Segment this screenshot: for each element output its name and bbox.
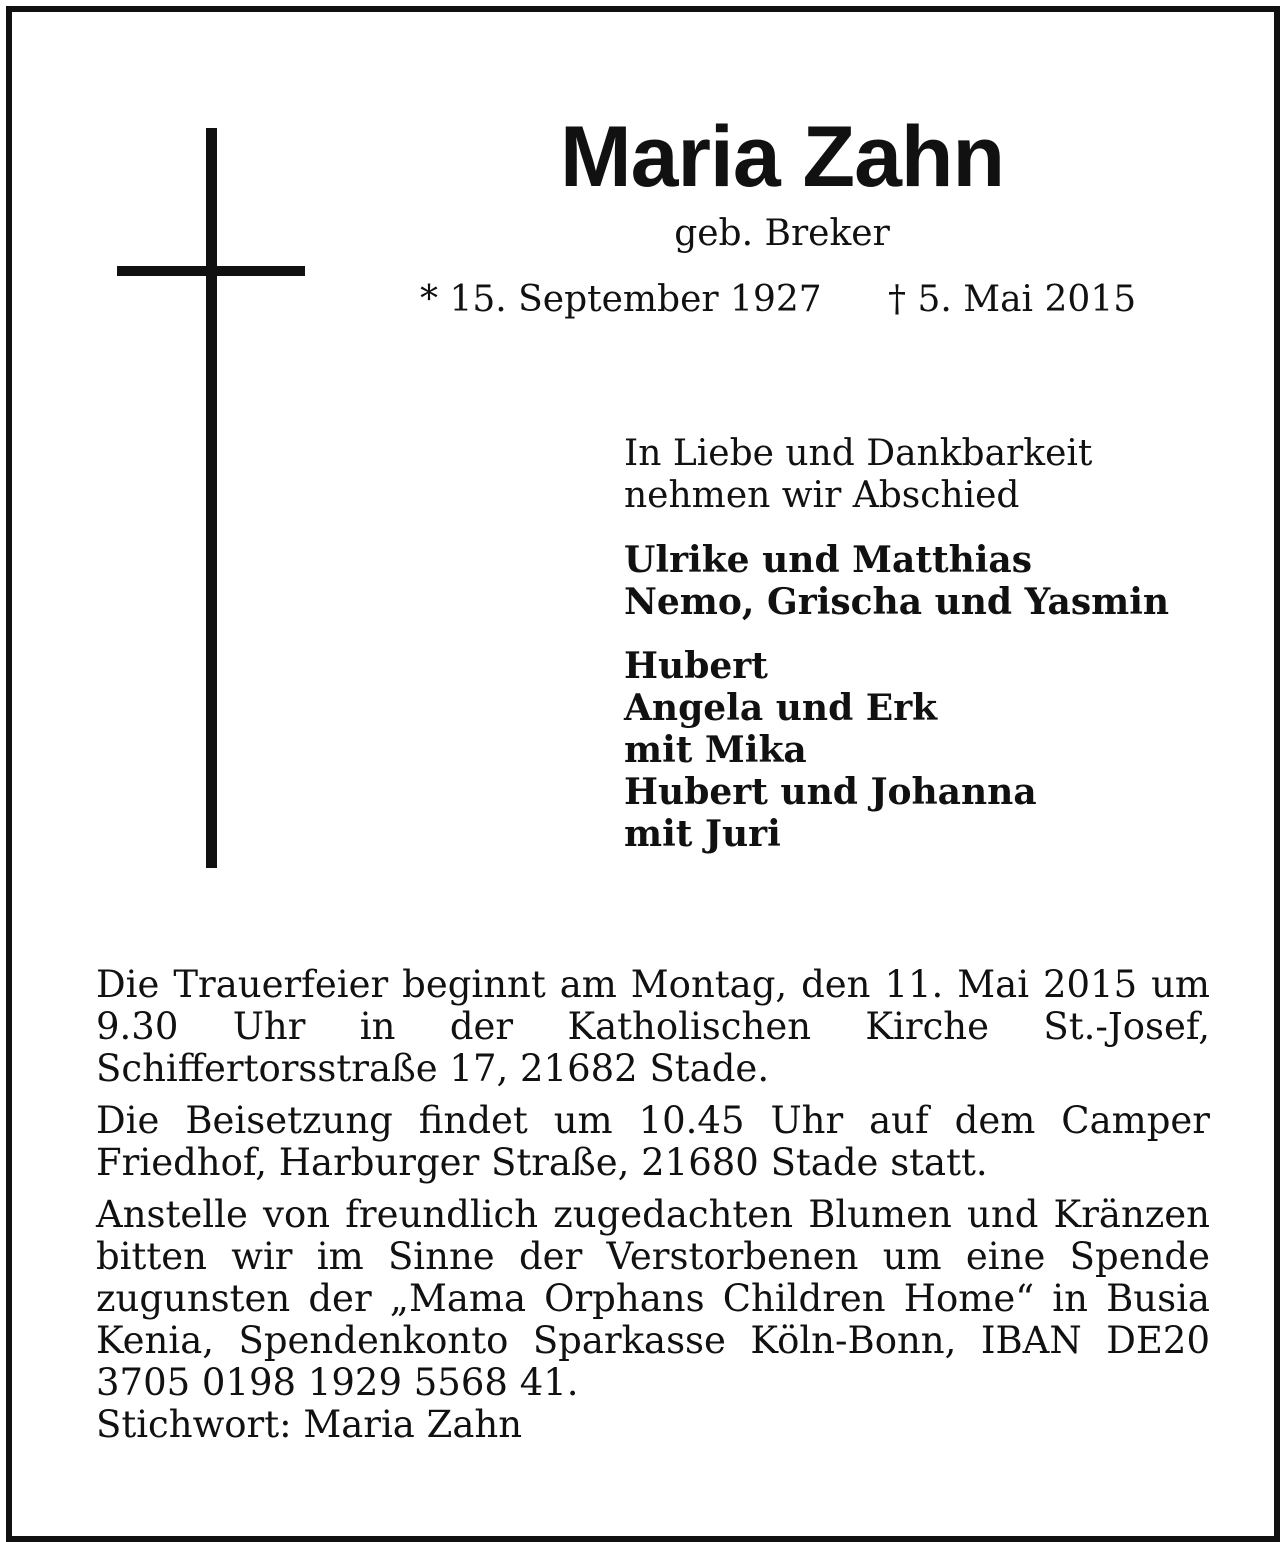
mourner-group-2: [624, 645, 1244, 855]
burial-paragraph: Die Beisetzung findet um 10.45 Uhr auf dem Camper Friedhof, Harburger Straße, 21680 Stade statt.: [96, 1099, 1210, 1184]
birth-date: * 15. September 1927: [420, 279, 822, 320]
farewell-line: In Liebe und Dankbarkeit: [624, 433, 1093, 474]
mourner-name: mit Mika: [624, 729, 807, 771]
ceremony-paragraph: Die Trauerfeier beginnt am Montag, den 11. Mai 2015 um 9.30 Uhr in der Katholischen Kirche St.-Josef, Schiffertorsstraße 17, 21682 Stade.: [96, 963, 1210, 1090]
deceased-name: Maria Zahn: [560, 109, 1004, 205]
cross-icon: [206, 128, 217, 868]
mourner-group-1: [624, 539, 1244, 623]
funeral-info: [96, 964, 1210, 1446]
donation-paragraph: Anstelle von freundlich zugedachten Blumen und Kränzen bitten wir im Sinne der Verstorbenen um eine Spende zugunsten der „Mama Orphans Children Home“ in Busia Kenia, Spendenkonto Sparkasse Köln-Bonn, IBAN DE20 3705 0198 1929 5568 41.: [96, 1193, 1210, 1404]
farewell-line: nehmen wir Abschied: [624, 475, 1020, 516]
birth-name: geb. Breker: [674, 213, 890, 254]
mourners-block: [624, 433, 1244, 855]
obituary-notice: [6, 6, 1280, 1542]
mourner-name: Hubert: [624, 645, 768, 687]
keyword-line: Stichwort: Maria Zahn: [96, 1403, 523, 1446]
mourner-name: mit Juri: [624, 813, 781, 855]
mourner-name: Ulrike und Matthias: [624, 539, 1033, 581]
mourner-name: Nemo, Grischa und Yasmin: [624, 581, 1170, 623]
mourner-name: Hubert und Johanna: [624, 771, 1037, 813]
mourner-name: Angela und Erk: [624, 687, 938, 729]
death-date: † 5. Mai 2015: [888, 279, 1137, 320]
farewell-text: [624, 433, 1244, 517]
cross-icon-bar: [117, 266, 305, 276]
